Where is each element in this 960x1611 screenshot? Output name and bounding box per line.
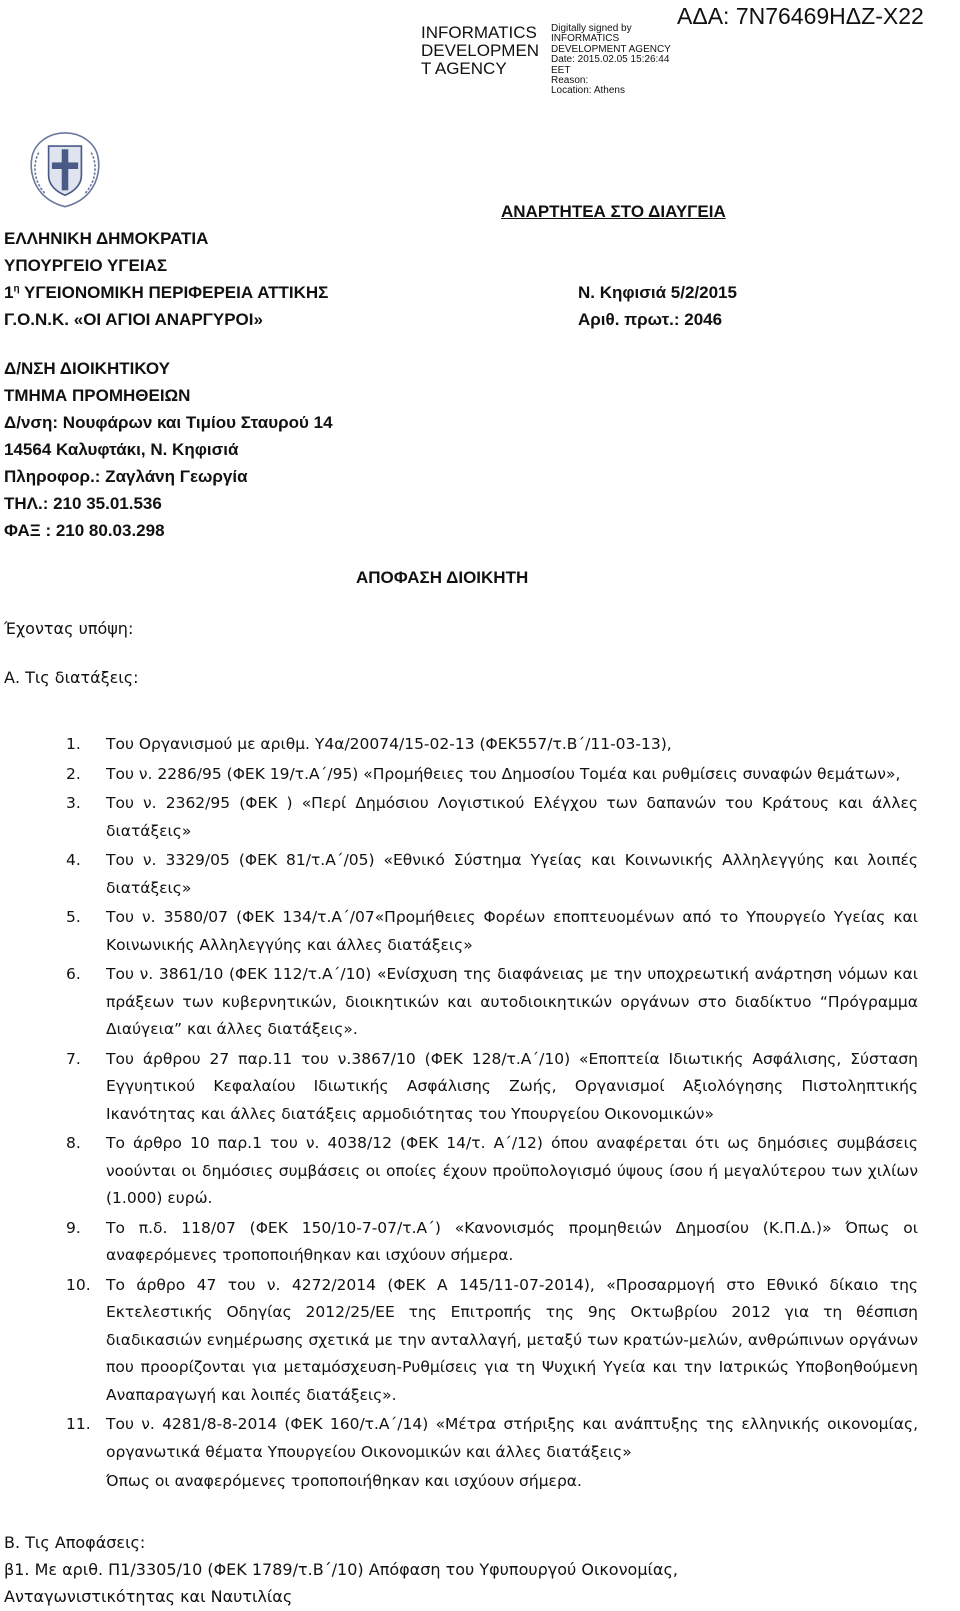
item-text: Του ν. 3329/05 (ΦΕΚ 81/τ.Α΄/05) «Εθνικό Σύστημα Υγείας και Κοινωνικής Αλληλεγγύης και λοιπές διατάξεις» <box>106 851 918 897</box>
amendment-note: Όπως οι αναφερόμενες τροποποιήθηκαν και ισχύουν σήμερα. <box>106 1472 582 1490</box>
list-item <box>42 1046 918 1129</box>
item-text: Του άρθρου 27 παρ.11 του ν.3867/10 (ΦΕΚ 128/τ.Α΄/10) «Εποπτεία Ιδιωτικής Ασφάλισης, Σύσταση Εγγυητικού Κεφαλαίου Ιδιωτικής Ασφάλισης Ζωής, Οργανισμοί Αξιολόγησης Πιστοληπτικής Ικανότητας και άλλες διατάξεις αρμοδιότητας του Υπουργείου Οικονομικών» <box>106 1049 918 1123</box>
item-text: Το άρθρο 47 του ν. 4272/2014 (ΦΕΚ Α 145/11-07-2014), «Προσαρμογή στο Εθνικό δίκαιο της Εκτελεστικής Οδηγίας 2012/25/ΕΕ της Επιτροπής της 9ης Οκτωβρίου 2012 για τη θέσπιση διαδικασιών ενημέρωσης σχετικά με την ανταλλαγή, μεταξύ των κρατών-μελών, ανθρώπινων οργάνων που προορίζονται για μεταμόσχευση-Ρυθμίσεις για τη Ψυχική Υγεία και την Ιατρικώς Υποβοηθούμενη Αναπαραγωγή και λοιπές διατάξεις». <box>106 1275 918 1404</box>
signer-line: T AGENCY <box>421 59 507 78</box>
list-item <box>42 1130 918 1213</box>
list-item <box>42 790 918 845</box>
contact-line: Πληροφορ.: Ζαγλάνη Γεωργία <box>4 467 248 486</box>
section-a-heading: Α. Τις διατάξεις: <box>4 668 139 687</box>
org-line <box>4 279 328 306</box>
publication-note: ΑΝΑΡΤΗΤΕΑ ΣΤΟ ΔΙΑΥΓΕΙΑ <box>501 202 726 221</box>
list-item <box>42 847 918 902</box>
org-line: Γ.Ο.Ν.Κ. «ΟΙ ΑΓΙΟΙ ΑΝΑΡΓΥΡΟΙ» <box>4 310 263 329</box>
item-number: 11. <box>66 1415 91 1433</box>
signature-detail: Reason: <box>551 75 589 87</box>
signature-details <box>551 24 671 97</box>
list-item <box>42 1215 918 1270</box>
list-item <box>42 1411 918 1466</box>
contact-line: Δ/ΝΣΗ ΔΙΟΙΚΗΤΙΚΟΥ <box>4 359 170 378</box>
list-item <box>42 904 918 959</box>
org-line-rest: ΥΓΕΙΟΝΟΜΙΚΗ ΠΕΡΙΦΕΡΕΙΑ ΑΤΤΙΚΗΣ <box>19 283 329 302</box>
signature-signer <box>421 24 539 78</box>
item-number: 9. <box>66 1218 81 1237</box>
decision-b1: β1. Με αριθ. Π1/3305/10 (ΦΕΚ 1789/τ.Β΄/10) Απόφαση του Υφυπουργού Οικονομίας, <box>4 1560 678 1579</box>
list-item <box>42 961 918 1044</box>
item-text: Το π.δ. 118/07 (ΦΕΚ 150/10-7-07/τ.Α΄) «Κανονισμός προμηθειών Δημοσίου (Κ.Π.Δ.)» Όπως οι αναφερόμενες τροποποιήθηκαν και ισχύουν σήμερα. <box>106 1218 918 1264</box>
decision-b1-continued: Ανταγωνιστικότητας και Ναυτιλίας <box>4 1587 293 1606</box>
item-number: 8. <box>66 1134 81 1152</box>
item-number: 3. <box>66 794 81 812</box>
org-line: ΥΠΟΥΡΓΕΙΟ ΥΓΕΙΑΣ <box>4 256 168 275</box>
item-text: Του ν. 4281/8-8-2014 (ΦΕΚ 160/τ.Α΄/14) «Μέτρα στήριξης και ανάπτυξης της ελληνικής οικονομίας, οργανωτικά θέματα Υπουργείου Οικονομικών και άλλες διατάξεις» <box>106 1415 918 1461</box>
contact-line: ΦΑΞ : 210 80.03.298 <box>4 521 165 540</box>
protocol-number: Αριθ. πρωτ.: 2046 <box>578 310 723 329</box>
item-number: 2. <box>66 764 81 783</box>
signature-detail: Date: 2015.02.05 15:26:44 <box>551 54 670 66</box>
org-line-number: 1 <box>4 283 14 302</box>
signature-detail: EET <box>551 64 571 76</box>
item-text: Του Οργανισμού με αριθμ. Υ4α/20074/15-02-13 (ΦΕΚ557/τ.Β΄/11-03-13), <box>106 735 672 753</box>
contact-line: ΤΜΗΜΑ ΠΡΟΜΗΘΕΙΩΝ <box>4 386 191 405</box>
signer-line: INFORMATICS <box>421 23 537 42</box>
list-item <box>42 761 918 789</box>
list-item <box>42 731 918 759</box>
contact-line: Δ/νση: Νουφάρων και Τιμίου Σταυρού 14 <box>4 413 333 432</box>
section-b-heading: Β. Τις Αποφάσεις: <box>4 1533 146 1552</box>
decision-title: ΑΠΟΦΑΣΗ ΔΙΟΙΚΗΤΗ <box>356 568 529 587</box>
hellenic-republic-emblem-icon <box>24 128 106 210</box>
item-text: Του ν. 2286/95 (ΦΕΚ 19/τ.Α΄/95) «Προμήθειες του Δημοσίου Τομέα και ρυθμίσεις συναφών θεμάτων», <box>106 764 901 783</box>
item-number: 10. <box>66 1275 91 1294</box>
having-regard: Έχοντας υπόψη: <box>4 619 134 638</box>
item-number: 5. <box>66 908 81 926</box>
item-number: 1. <box>66 735 81 753</box>
provisions-list <box>42 731 918 1496</box>
item-number: 6. <box>66 965 81 983</box>
signature-detail: Digitally signed by <box>551 23 632 34</box>
ada-code: ΑΔΑ: 7Ν76469ΗΔΖ-Χ22 <box>677 3 924 29</box>
signature-detail: INFORMATICS <box>551 33 620 45</box>
item-number: 7. <box>66 1049 81 1068</box>
org-line: ΕΛΛΗΝΙΚΗ ΔΗΜΟΚΡΑΤΙΑ <box>4 229 209 248</box>
contact-line: ΤΗΛ.: 210 35.01.536 <box>4 494 162 513</box>
place-date: Ν. Κηφισιά 5/2/2015 <box>578 283 737 302</box>
organization-header <box>4 225 328 333</box>
signer-line: DEVELOPMEN <box>421 41 540 60</box>
contact-block <box>4 355 333 544</box>
item-text: Του ν. 3861/10 (ΦΕΚ 112/τ.Α΄/10) «Ενίσχυση της διαφάνειας με την υποχρεωτική ανάρτηση νόμων και πράξεων των κυβερνητικών, διοικητικών και αυτοδιοικητικών οργάνων στο διαδίκτυο “Πρόγραμμα Διαύγεια” και άλλες διατάξεις». <box>106 965 918 1038</box>
signature-detail: Location: Athens <box>551 85 625 97</box>
item-text: Του ν. 3580/07 (ΦΕΚ 134/τ.Α΄/07«Προμήθειες Φορέων εποπτευομένων από το Υπουργείο Υγείας και Κοινωνικής Αλληλεγγύης και άλλες διατάξεις» <box>106 908 918 954</box>
item-text: Το άρθρο 10 παρ.1 του ν. 4038/12 (ΦΕΚ 14/τ. Α΄/12) όπου αναφέρεται ότι ως δημόσιες συμβάσεις νοούνται οι δημόσιες συμβάσεις οι οποίες έχουν προϋπολογισμό ύψους ίσου ή μεγαλύτερου των χιλίων (1.000) ευρώ. <box>106 1134 918 1207</box>
item-text: Του ν. 2362/95 (ΦΕΚ ) «Περί Δημόσιου Λογιστικού Ελέγχου των δαπανών του Κράτους και άλλες διατάξεις» <box>106 794 918 840</box>
item-number: 4. <box>66 851 81 869</box>
list-item <box>42 1272 918 1410</box>
contact-line: 14564 Καλυφτάκι, Ν. Κηφισιά <box>4 440 239 459</box>
signature-detail: DEVELOPMENT AGENCY <box>551 43 671 55</box>
org-line-superscript: η <box>13 283 20 295</box>
